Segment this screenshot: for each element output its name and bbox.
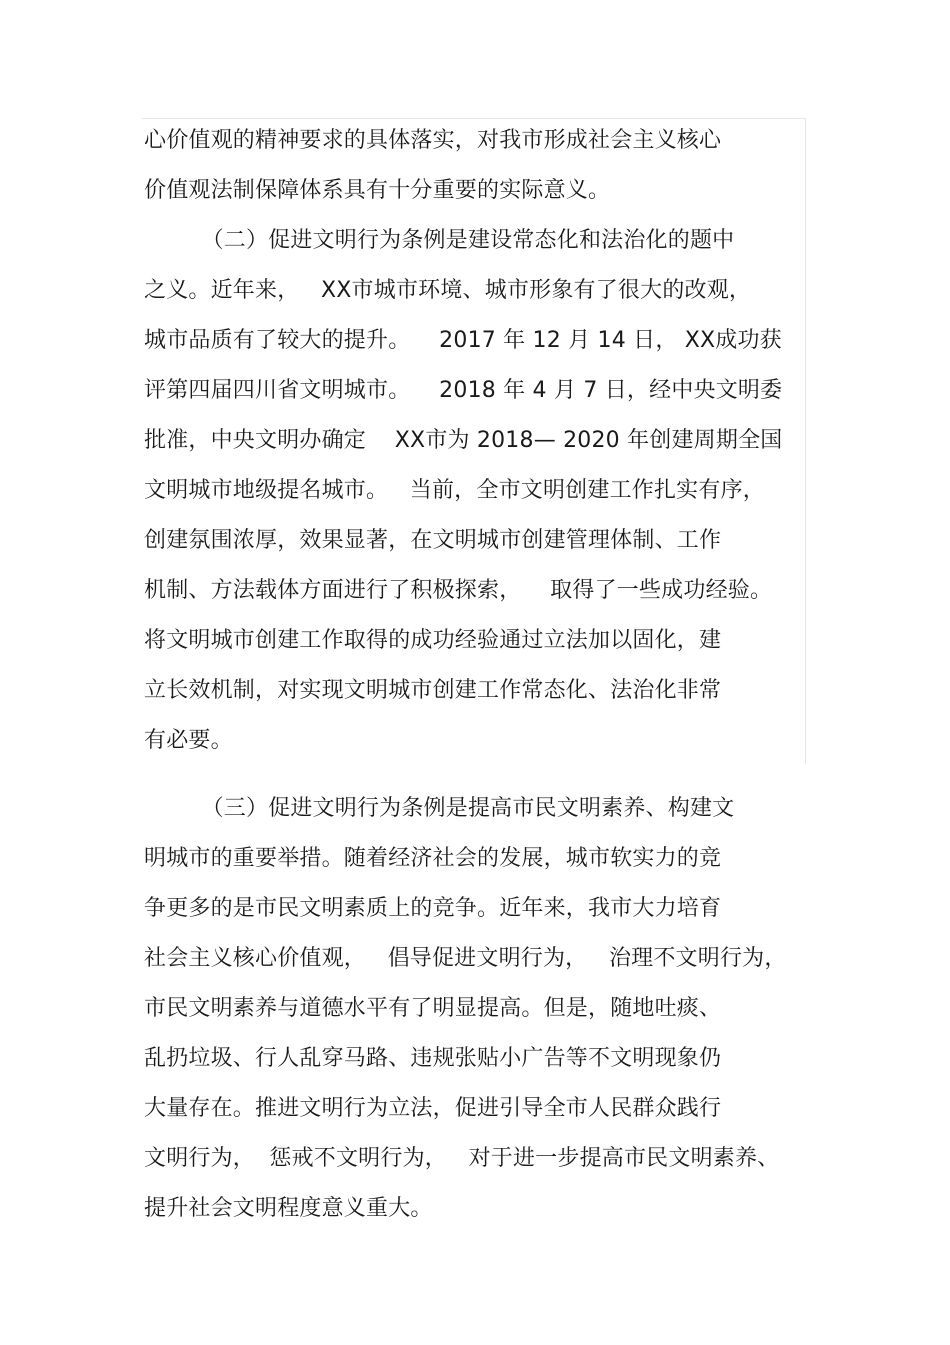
body-text-line: 评第四届四川省文明城市。 2018 年 4 月 7 日，经中央文明委: [144, 378, 783, 403]
body-text-line: 乱扔垃圾、行人乱穿马路、违规张贴小广告等不文明现象仍: [144, 1046, 722, 1071]
section-three-heading-line: （三）促进文明行为条例是提高市民文明素养、构建文: [144, 796, 735, 821]
body-text-line: 心价值观的精神要求的具体落实，对我市形成社会主义核心: [144, 128, 722, 153]
body-text-line: 价值观法制保障体系具有十分重要的实际意义。: [144, 178, 611, 203]
body-text-line: 文明城市地级提名城市。 当前，全市文明创建工作扎实有序，: [144, 478, 765, 503]
body-text-line: 城市品质有了较大的提升。 2017 年 12 月 14 日， XX成功获: [144, 328, 782, 353]
body-text-line: 文明行为， 惩戒不文明行为， 对于进一步提高市民文明素养、: [144, 1146, 780, 1171]
body-text-line: 批准，中央文明办确定 XX市为 2018— 2020 年创建周期全国: [144, 428, 783, 453]
body-text-line: 有必要。: [144, 728, 233, 753]
body-text-line: 将文明城市创建工作取得的成功经验通过立法加以固化，建: [144, 628, 722, 653]
body-text-line: 大量存在。推进文明行为立法，促进引导全市人民群众践行: [144, 1096, 722, 1121]
body-text-line: 之义。近年来， XX市城市环境、城市形象有了很大的改观，: [144, 278, 752, 303]
body-text-line: 创建氛围浓厚，效果显著，在文明城市创建管理体制、工作: [144, 528, 722, 553]
section-two-heading-line: （二）促进文明行为条例是建设常态化和法治化的题中: [144, 228, 735, 253]
body-text-line: 立长效机制，对实现文明城市创建工作常态化、法治化非常: [144, 678, 722, 703]
body-text-line: 社会主义核心价值观， 倡导促进文明行为， 治理不文明行为，: [144, 946, 787, 971]
body-text-line: 市民文明素养与道德水平有了明显提高。但是，随地吐痰、: [144, 996, 722, 1021]
body-text-line: 提升社会文明程度意义重大。: [144, 1196, 433, 1221]
body-text-line: 争更多的是市民文明素质上的竞争。近年来，我市大力培育: [144, 896, 722, 921]
body-text-line: 明城市的重要举措。随着经济社会的发展，城市软实力的竞: [144, 846, 722, 871]
body-text-line: 机制、方法载体方面进行了积极探索， 取得了一些成功经验。: [144, 578, 773, 603]
